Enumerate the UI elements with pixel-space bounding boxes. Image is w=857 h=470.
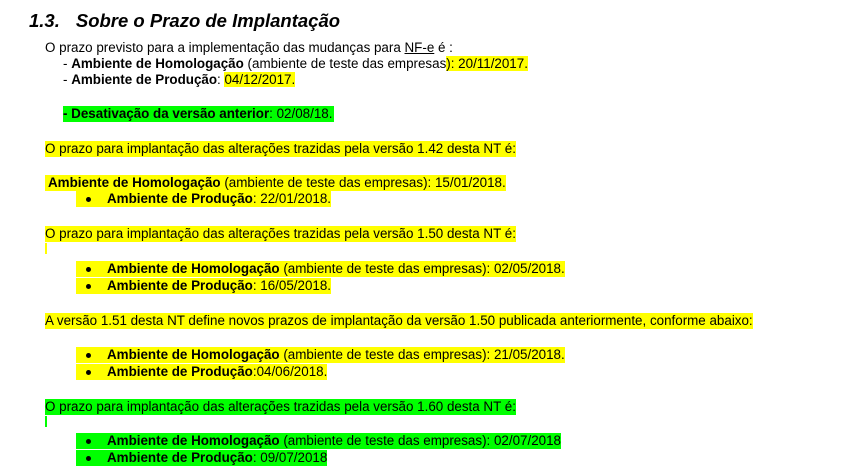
v150-prod-item: Ambiente de Produção: 16/05/2018. [76, 278, 331, 294]
section-title: Sobre o Prazo de Implantação [75, 10, 341, 31]
v151-homolog-item: Ambiente de Homologação (ambiente de teste das empresas): 21/05/2018. [76, 347, 565, 363]
bullet-icon [86, 284, 91, 289]
bullet-icon [86, 370, 91, 375]
bullet-icon [86, 456, 91, 461]
v160-prod-item: Ambiente de Produção: 09/07/2018 [76, 450, 327, 466]
v142-prod-item: Ambiente de Produção: 22/01/2018. [76, 191, 331, 207]
intro-paragraph: O prazo previsto para a implementação das mudanças para NF-e é : [45, 40, 453, 55]
v160-homolog-item: Ambiente de Homologação (ambiente de teste das empresas): 02/07/2018 [76, 433, 561, 449]
homolog-line-initial: - Ambiente de Homologação (ambiente de teste das empresas): 20/11/2017. [63, 56, 528, 71]
v160-paragraph: O prazo para implantação das alterações trazidas pela versão 1.60 desta NT é: [45, 399, 516, 414]
highlight-mark [45, 416, 47, 427]
bullet-icon [86, 197, 91, 202]
bullet-icon [86, 353, 91, 358]
nfe-link[interactable]: NF-e [404, 40, 435, 55]
bullet-icon [86, 439, 91, 444]
v151-prod-item: Ambiente de Produção:04/06/2018. [76, 364, 327, 380]
highlight-mark [45, 243, 47, 254]
section-heading [29, 10, 340, 32]
prod-line-initial: - Ambiente de Produção: 04/12/2017. [63, 72, 296, 87]
v142-homolog-line: Ambiente de Homologação (ambiente de teste das empresas): 15/01/2018. [45, 175, 506, 191]
v142-paragraph: O prazo para implantação das alterações trazidas pela versão 1.42 desta NT é: [45, 141, 516, 156]
section-number: 1.3. [29, 10, 60, 31]
v150-homolog-item: Ambiente de Homologação (ambiente de teste das empresas): 02/05/2018. [76, 261, 565, 277]
v150-paragraph: O prazo para implantação das alterações trazidas pela versão 1.50 desta NT é: [45, 226, 516, 241]
bullet-icon [86, 267, 91, 272]
deactivation-line: - Desativação da versão anterior: 02/08/18. [63, 106, 333, 121]
v151-paragraph: A versão 1.51 desta NT define novos prazos de implantação da versão 1.50 publicada anteriormente, conforme abaixo: [45, 313, 753, 328]
